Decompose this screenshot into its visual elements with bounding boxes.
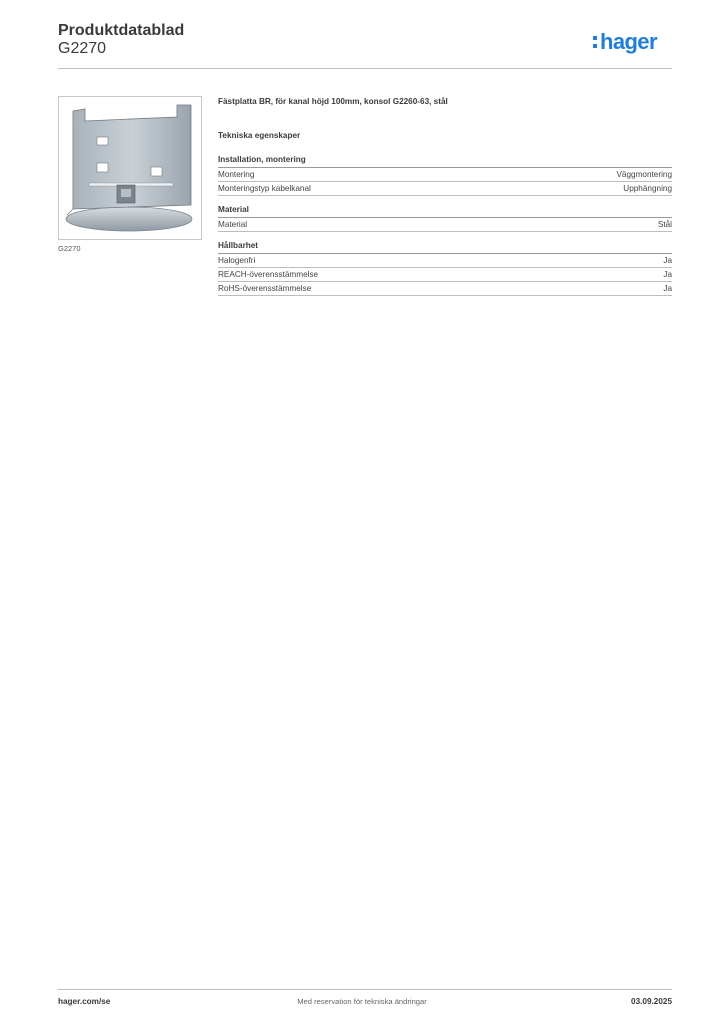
document-title: Produktdatablad xyxy=(58,22,185,39)
spec-label: Material xyxy=(218,220,248,229)
spec-value: Upphängning xyxy=(623,184,672,193)
spec-value: Stål xyxy=(657,220,672,229)
footer-website-link[interactable]: hager.com/se xyxy=(58,997,111,1006)
spec-value: Väggmontering xyxy=(616,170,672,179)
footer-date: 03.09.2025 xyxy=(631,997,672,1006)
spec-label: Halogenfri xyxy=(218,256,256,265)
spec-row xyxy=(218,282,672,296)
group-title: Material xyxy=(218,204,672,218)
spec-row xyxy=(218,182,672,196)
product-description: Fästplatta BR, för kanal höjd 100mm, konsol G2260-63, stål xyxy=(218,97,448,106)
spec-label: Monteringstyp kabelkanal xyxy=(218,184,311,193)
spec-group-sustainability xyxy=(218,240,672,296)
spec-section xyxy=(218,96,672,304)
photo-caption: G2270 xyxy=(58,244,81,253)
logo-wordmark: hager xyxy=(600,29,657,54)
spec-value: Ja xyxy=(663,256,672,265)
spec-row xyxy=(218,168,672,182)
bracket-illustration xyxy=(59,97,201,239)
spec-label: RoHS-överensstämmelse xyxy=(218,284,312,293)
spec-row xyxy=(218,268,672,282)
group-title: Installation, montering xyxy=(218,154,672,168)
footer-notice: Med reservation för tekniska ändringar xyxy=(297,997,427,1006)
footer-divider xyxy=(58,989,672,990)
spec-group-installation xyxy=(218,154,672,196)
group-title: Hållbarhet xyxy=(218,240,672,254)
spec-group-material xyxy=(218,204,672,232)
spec-label: REACH-överensstämmelse xyxy=(218,270,319,279)
product-photo xyxy=(58,96,202,240)
spec-label: Montering xyxy=(218,170,255,179)
tech-heading: Tekniska egenskaper xyxy=(218,131,301,140)
spec-row xyxy=(218,218,672,232)
hager-logo xyxy=(591,28,675,56)
header-divider xyxy=(58,68,672,69)
product-code: G2270 xyxy=(58,40,107,57)
spec-value: Ja xyxy=(663,270,672,279)
spec-value: Ja xyxy=(663,284,672,293)
spec-row xyxy=(218,254,672,268)
